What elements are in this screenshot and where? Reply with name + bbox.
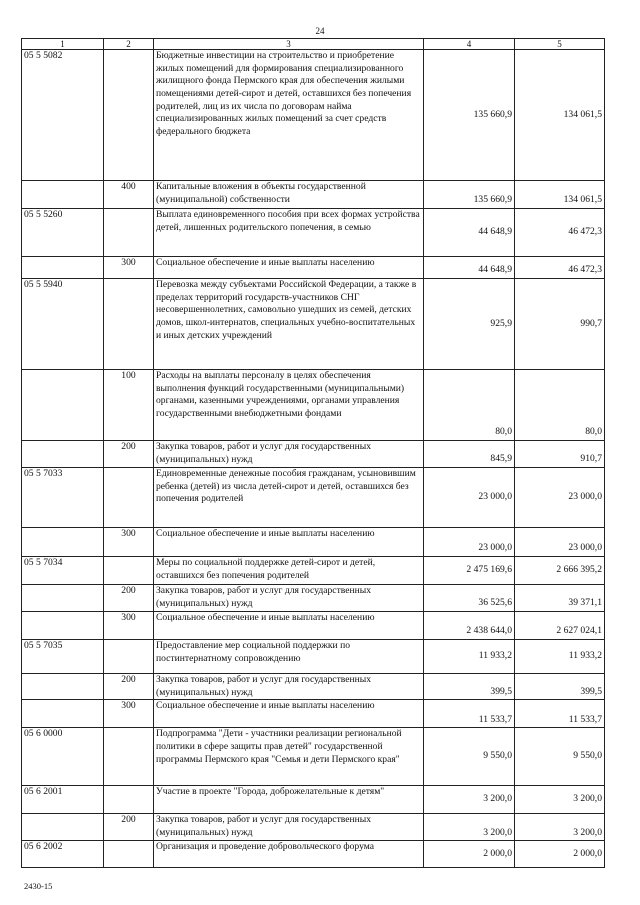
row-value-col5: 11 933,2 — [515, 640, 605, 674]
row-description: Закупка товаров, работ и услуг для государственных (муниципальных) нужд — [154, 585, 424, 612]
column-header: 2 — [104, 39, 154, 50]
row-code — [22, 370, 104, 441]
row-value-col4: 135 660,9 — [424, 181, 515, 209]
row-description: Социальное обеспечение и иные выплаты населению — [154, 528, 424, 557]
row-value-col5: 46 472,3 — [515, 209, 605, 257]
row-expense-type — [104, 279, 154, 370]
row-description: Бюджетные инвестиции на строительство и приобретение жилых помещений для формирования специализированного жилищного фонда Пермского края для обеспечения жилыми помещениями детей-сирот и детей, оставшихся без попечения родителей, лиц из их числа по договорам найма специализированных жилых помещений за счет средств федерального бюджета — [154, 50, 424, 181]
row-value-col4: 845,9 — [424, 441, 515, 468]
row-description: Подпрограмма "Дети - участники реализации региональной политики в сфере защиты прав детей" государственной программы Пермского края "Семья и дети Пермского края" — [154, 728, 424, 786]
table-row — [22, 557, 605, 585]
row-expense-type — [104, 50, 154, 181]
row-value-col4: 44 648,9 — [424, 257, 515, 279]
table-row — [22, 841, 605, 868]
row-code — [22, 674, 104, 700]
row-value-col4: 44 648,9 — [424, 209, 515, 257]
row-code — [22, 700, 104, 728]
table-row — [22, 640, 605, 674]
table-header-row — [22, 39, 605, 50]
row-description: Социальное обеспечение и иные выплаты населению — [154, 700, 424, 728]
row-value-col5: 23 000,0 — [515, 468, 605, 528]
row-description: Социальное обеспечение и иные выплаты населению — [154, 612, 424, 640]
table-row — [22, 528, 605, 557]
row-value-col4: 23 000,0 — [424, 468, 515, 528]
row-expense-type — [104, 841, 154, 868]
row-expense-type — [104, 468, 154, 528]
table-row — [22, 674, 605, 700]
row-value-col5: 39 371,1 — [515, 585, 605, 612]
row-value-col5: 3 200,0 — [515, 814, 605, 841]
row-value-col5: 2 666 395,2 — [515, 557, 605, 585]
row-code: 05 5 5260 — [22, 209, 104, 257]
row-description: Закупка товаров, работ и услуг для государственных (муниципальных) нужд — [154, 674, 424, 700]
row-value-col4: 36 525,6 — [424, 585, 515, 612]
row-code — [22, 585, 104, 612]
table-row — [22, 181, 605, 209]
row-value-col5: 399,5 — [515, 674, 605, 700]
column-header: 4 — [424, 39, 515, 50]
table-row — [22, 257, 605, 279]
row-value-col4: 135 660,9 — [424, 50, 515, 181]
row-description: Перевозка между субъектами Российской Федерации, а также в пределах территорий государств-участников СНГ несовершеннолетних, самовольно ушедших из семей, детских домов, школ-интернатов, специальных учебно-воспитательных и иных детских учреждений — [154, 279, 424, 370]
row-value-col5: 134 061,5 — [515, 50, 605, 181]
row-expense-type — [104, 640, 154, 674]
page-number: 24 — [315, 26, 325, 36]
row-code: 05 6 2002 — [22, 841, 104, 868]
table-row — [22, 585, 605, 612]
table-row — [22, 612, 605, 640]
row-code — [22, 181, 104, 209]
row-value-col4: 11 933,2 — [424, 640, 515, 674]
row-value-col5: 2 000,0 — [515, 841, 605, 868]
table-row — [22, 786, 605, 814]
row-value-col4: 2 000,0 — [424, 841, 515, 868]
row-value-col4: 3 200,0 — [424, 814, 515, 841]
row-code — [22, 441, 104, 468]
row-value-col4: 80,0 — [424, 370, 515, 441]
row-value-col4: 2 438 644,0 — [424, 612, 515, 640]
row-code — [22, 528, 104, 557]
row-expense-type: 200 — [104, 585, 154, 612]
row-value-col4: 2 475 169,6 — [424, 557, 515, 585]
column-header: 1 — [22, 39, 104, 50]
row-expense-type: 200 — [104, 814, 154, 841]
row-description: Закупка товаров, работ и услуг для государственных (муниципальных) нужд — [154, 441, 424, 468]
table-row — [22, 50, 605, 181]
row-expense-type: 200 — [104, 674, 154, 700]
row-code: 05 5 5940 — [22, 279, 104, 370]
row-expense-type — [104, 728, 154, 786]
row-expense-type: 200 — [104, 441, 154, 468]
row-description: Расходы на выплаты персоналу в целях обеспечения выполнения функций государственными (муниципальными) органами, казенными учреждениями, органами управления государственными внебюджетными фондами — [154, 370, 424, 441]
row-description: Капитальные вложения в объекты государственной (муниципальной) собственности — [154, 181, 424, 209]
row-expense-type — [104, 557, 154, 585]
row-value-col5: 23 000,0 — [515, 528, 605, 557]
footer-code: 2430-15 — [24, 881, 53, 891]
row-value-col5: 9 550,0 — [515, 728, 605, 786]
row-value-col4: 925,9 — [424, 279, 515, 370]
row-code — [22, 612, 104, 640]
table-row — [22, 814, 605, 841]
row-code: 05 6 2001 — [22, 786, 104, 814]
row-expense-type: 400 — [104, 181, 154, 209]
row-value-col5: 134 061,5 — [515, 181, 605, 209]
row-expense-type: 300 — [104, 528, 154, 557]
row-value-col4: 9 550,0 — [424, 728, 515, 786]
row-description: Закупка товаров, работ и услуг для государственных (муниципальных) нужд — [154, 814, 424, 841]
row-code: 05 5 7033 — [22, 468, 104, 528]
row-code: 05 6 0000 — [22, 728, 104, 786]
row-value-col5: 46 472,3 — [515, 257, 605, 279]
row-expense-type: 100 — [104, 370, 154, 441]
row-expense-type — [104, 209, 154, 257]
row-expense-type: 300 — [104, 257, 154, 279]
row-value-col5: 910,7 — [515, 441, 605, 468]
row-code — [22, 257, 104, 279]
table-row — [22, 700, 605, 728]
row-description: Меры по социальной поддержке детей-сирот и детей, оставшихся без попечения родителей — [154, 557, 424, 585]
table-row — [22, 728, 605, 786]
row-expense-type — [104, 786, 154, 814]
row-description: Участие в проекте "Города, доброжелательные к детям" — [154, 786, 424, 814]
row-expense-type: 300 — [104, 612, 154, 640]
row-value-col5: 2 627 024,1 — [515, 612, 605, 640]
row-code: 05 5 7034 — [22, 557, 104, 585]
row-value-col5: 3 200,0 — [515, 786, 605, 814]
table-row — [22, 279, 605, 370]
row-code — [22, 814, 104, 841]
row-value-col5: 990,7 — [515, 279, 605, 370]
column-header: 5 — [515, 39, 605, 50]
row-value-col5: 11 533,7 — [515, 700, 605, 728]
row-code: 05 5 7035 — [22, 640, 104, 674]
row-value-col4: 23 000,0 — [424, 528, 515, 557]
row-value-col4: 399,5 — [424, 674, 515, 700]
row-description: Организация и проведение добровольческого форума — [154, 841, 424, 868]
row-expense-type: 300 — [104, 700, 154, 728]
row-code: 05 5 5082 — [22, 50, 104, 181]
table-row — [22, 370, 605, 441]
row-value-col5: 80,0 — [515, 370, 605, 441]
table-row — [22, 441, 605, 468]
row-value-col4: 3 200,0 — [424, 786, 515, 814]
column-header: 3 — [154, 39, 424, 50]
row-value-col4: 11 533,7 — [424, 700, 515, 728]
budget-table — [21, 38, 605, 868]
row-description: Единовременные денежные пособия гражданам, усыновившим ребенка (детей) из числа детей-сирот и детей, оставшихся без попечения родителей — [154, 468, 424, 528]
table-row — [22, 209, 605, 257]
table-row — [22, 468, 605, 528]
row-description: Предоставление мер социальной поддержки по постинтернатному сопровождению — [154, 640, 424, 674]
row-description: Выплата единовременного пособия при всех формах устройства детей, лишенных родительского попечения, в семью — [154, 209, 424, 257]
row-description: Социальное обеспечение и иные выплаты населению — [154, 257, 424, 279]
